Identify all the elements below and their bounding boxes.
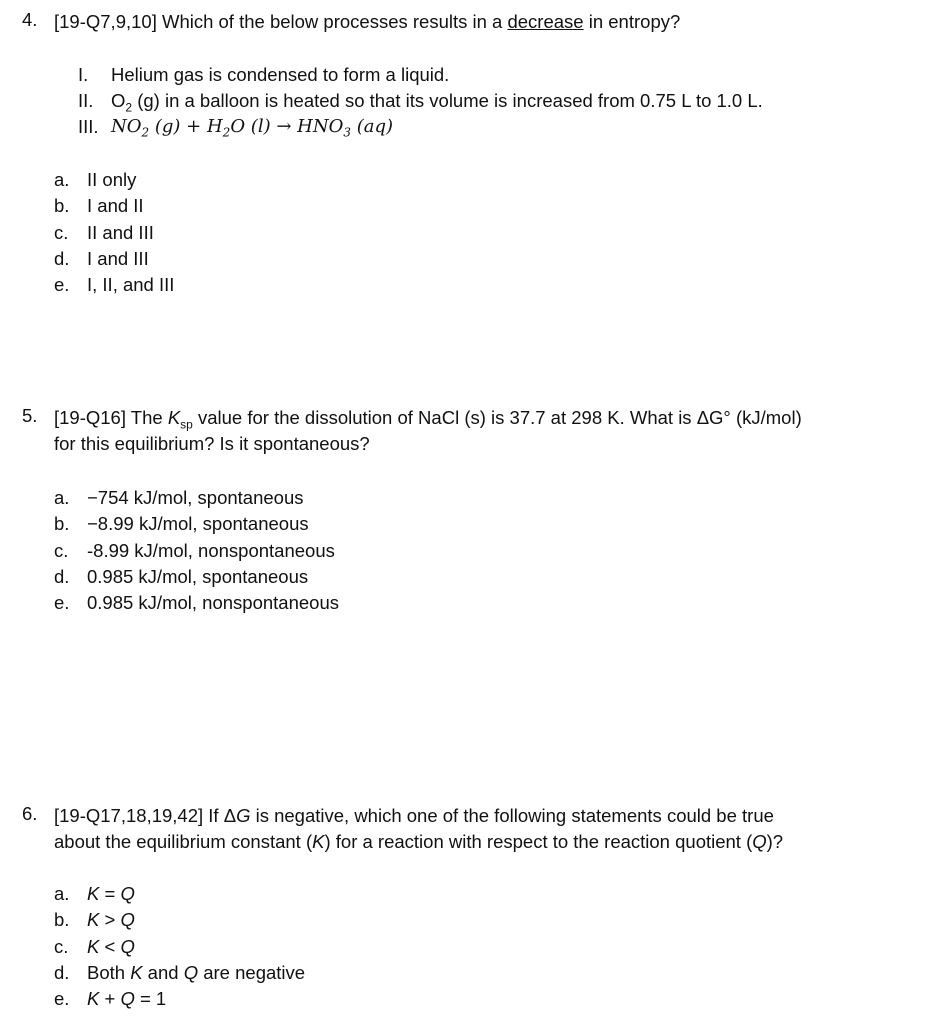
answer-choice: a. II only [54, 169, 137, 190]
emphasis-underline: decrease [507, 11, 584, 32]
answer-choices [54, 485, 874, 616]
question-text: [19-Q16] The $K_{sp}$ value for the dissolution of NaCl (s) is 37.7 at 298 K. What is ΔG° (kJ/mol) for this equilibrium? Is it spontaneous? [54, 407, 802, 454]
answer-choice: b. −8.99 kJ/mol, spontaneous [54, 513, 309, 535]
answer-choice: e. K + Q = 1 [54, 988, 167, 1010]
statement-list [78, 62, 898, 140]
answer-choices [54, 167, 874, 298]
answer-choice: e. I, II, and III [54, 274, 175, 296]
answer-choice: b. I and II [54, 195, 144, 217]
statement-item: III. $NO_2$ $(g) + H_2O$ $(l) \to HNO_3$ (aq) [78, 116, 393, 140]
answer-choice: a. −754 kJ/mol, spontaneous [54, 487, 304, 508]
statement-item: I. Helium gas is condensed to form a liquid. [78, 64, 450, 85]
chemical-equation: $NO_2$ $(g) + H_2O$ $(l) \to HNO_3$ (aq) [111, 116, 393, 140]
question-number: 4. [22, 9, 38, 30]
answer-choices [54, 881, 874, 1012]
answer-choice: a. K = Q [54, 883, 135, 904]
answer-choice: e. 0.985 kJ/mol, nonspontaneous [54, 592, 339, 614]
answer-choice: c. -8.99 kJ/mol, nonspontaneous [54, 539, 335, 561]
question-text: [19-Q7,9,10] Which of the below processes results in a decrease in entropy? [54, 11, 681, 32]
question-text: [19-Q17,18,19,42] If ΔG is negative, which one of the following statements could be true about the equilibrium constant (K) for a reaction with respect to the reaction quotient (Q)? [54, 805, 784, 852]
answer-choice: d. Both K and Q are negative [54, 961, 306, 983]
answer-choice: c. II and III [54, 221, 154, 243]
answer-choice: d. 0.985 kJ/mol, spontaneous [54, 565, 309, 587]
answer-choice: b. K > Q [54, 909, 135, 931]
answer-choice: c. K < Q [54, 935, 135, 957]
question-number: 5. [22, 405, 38, 426]
statement-item: II. $O_2$ (g) in a balloon is heated so that its volume is increased from 0.75 L to 1.0 L. [78, 90, 763, 115]
answer-choice: d. I and III [54, 247, 149, 269]
question-number: 6. [22, 803, 38, 824]
